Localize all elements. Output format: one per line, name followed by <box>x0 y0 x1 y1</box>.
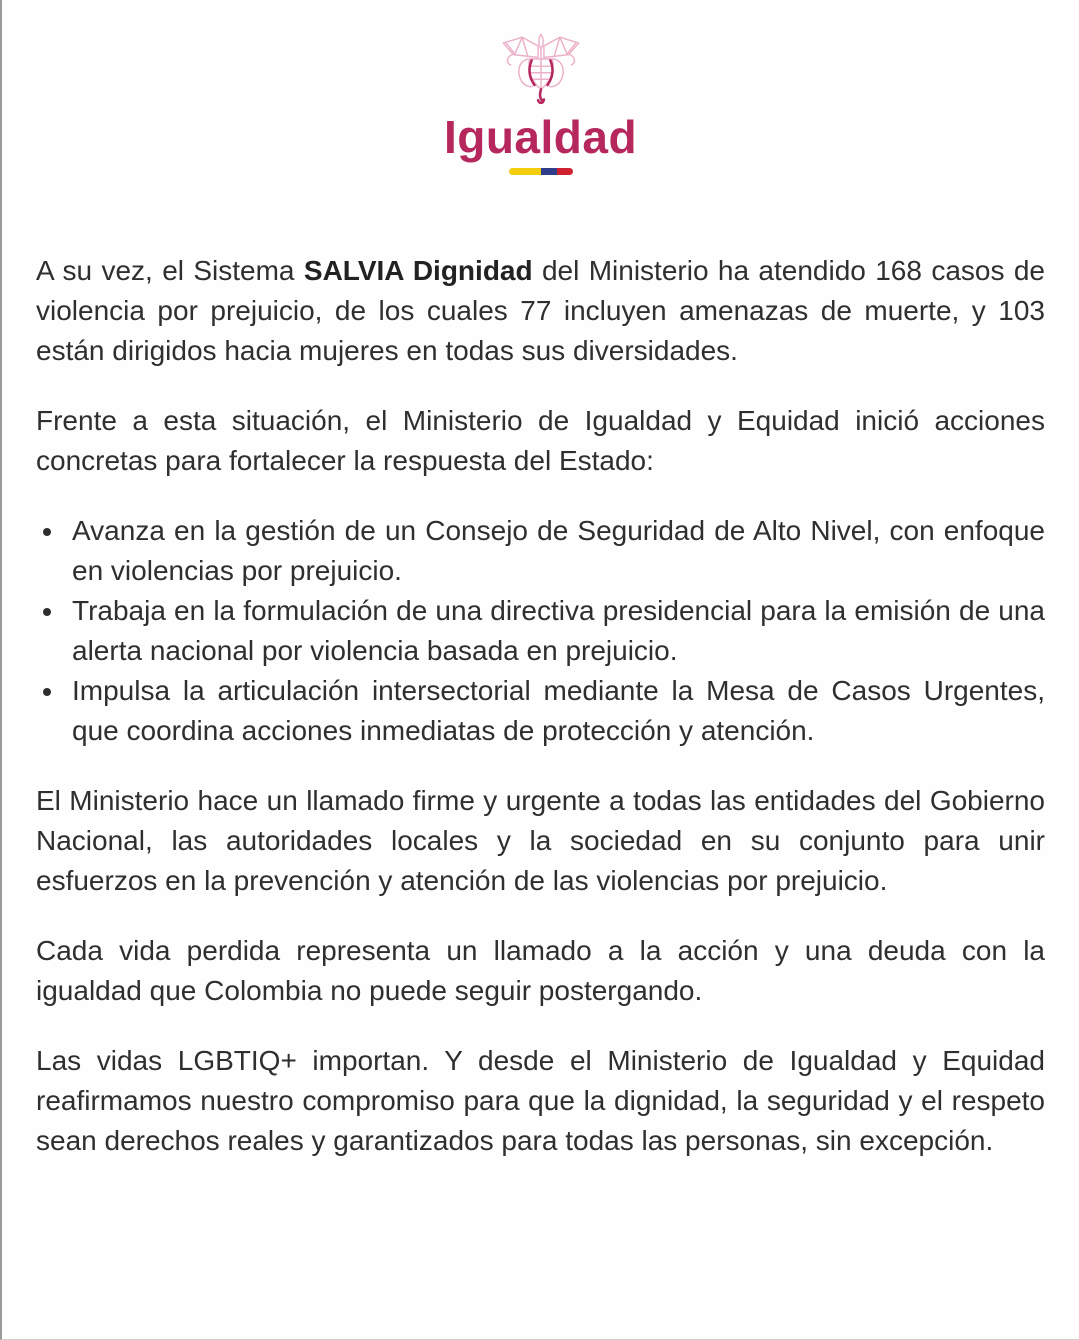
paragraph-deuda-igualdad: Cada vida perdida representa un llamado a la acción y una deuda con la igualdad que Colombia no puede seguir postergando. <box>36 935 1045 1006</box>
list-item-directiva-presidencial: • Trabaja en la formulación de una directiva presidencial para la emisión de una alerta nacional por violencia basada en prejuicio. <box>66 591 1045 671</box>
actions-list <box>36 511 1045 751</box>
ministry-logo <box>2 0 1079 175</box>
paragraph-acciones-intro: Frente a esta situación, el Ministerio de Igualdad y Equidad inició acciones concretas para fortalecer la respuesta del Estado: <box>36 405 1045 476</box>
list-item-mesa-casos-urgentes: • Impulsa la articulación intersectorial mediante la Mesa de Casos Urgentes, que coordina acciones inmediatas de protección y atención. <box>66 671 1045 751</box>
paragraph-llamado-urgente: El Ministerio hace un llamado firme y urgente a todas las entidades del Gobierno Nacional, las autoridades locales y la sociedad en su conjunto para unir esfuerzos en la prevención y atención de las violencias por prejuicio. <box>36 785 1045 896</box>
statement-page <box>2 0 1079 1339</box>
logo-wordmark: Igualdad <box>443 111 638 163</box>
p1-bold-salvia-dignidad: SALVIA Dignidad <box>303 255 533 286</box>
flag-blue-segment <box>541 168 557 175</box>
flag-yellow-segment <box>509 168 541 175</box>
paragraph-vidas-lgbtiq: Las vidas LGBTIQ+ importan. Y desde el Ministerio de Igualdad y Equidad reafirmamos nuestro compromiso para que la dignidad, la seguridad y el respeto sean derechos reales y garantizados para todas las personas, sin excepción. <box>36 1045 1045 1156</box>
colombia-flag-bar <box>509 168 573 175</box>
statement-body <box>2 251 1079 1251</box>
flag-red-segment <box>557 168 573 175</box>
colombia-coat-of-arms-icon <box>493 30 589 114</box>
list-item-consejo-seguridad: • Avanza en la gestión de un Consejo de Seguridad de Alto Nivel, con enfoque en violencias por prejuicio. <box>66 511 1045 591</box>
p1-text-after: del Ministerio ha atendido 168 casos de violencia por prejuicio, de los cuales 77 incluyen amenazas de muerte, y 103 están dirigidos hacia mujeres en todas sus diversidades. <box>36 255 1045 366</box>
paragraph-salvia-stats <box>36 251 1045 371</box>
p1-text-before: A su vez, el Sistema <box>36 255 304 286</box>
